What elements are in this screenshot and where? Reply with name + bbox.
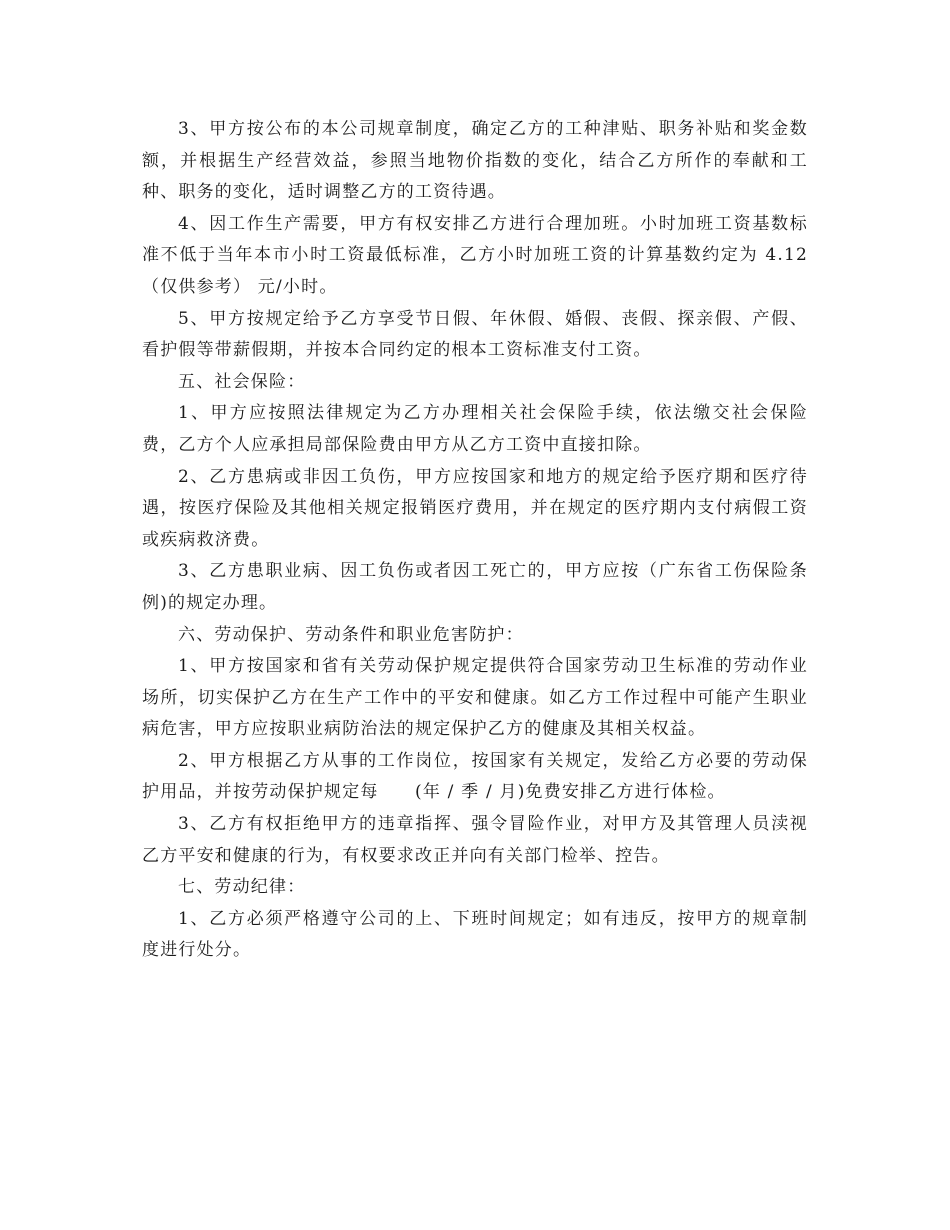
clause-6-3-right-to-refuse: 3、乙方有权拒绝甲方的违章指挥、强令冒险作业，对甲方及其管理人员渎视乙方平安和健康的行为，有权要求改正并向有关部门检举、控告。 — [142, 814, 808, 866]
clause-5-2-medical-treatment: 2、乙方患病或非因工负伤，甲方应按国家和地方的规定给予医疗期和医疗待遇，按医疗保险及其他相关规定报销医疗费用，并在规定的医疗期内支付病假工资或疾病救济费。 — [142, 466, 808, 550]
clause-6-2-protective-equipment: 2、甲方根据乙方从事的工作岗位，按国家有关规定，发给乙方必要的劳动保护用品，并按劳动保护规定每 (年 / 季 / 月)免费安排乙方进行体检。 — [142, 750, 808, 803]
clause-5-3-occupational-injury: 3、乙方患职业病、因工负伤或者因工死亡的，甲方应按（广东省工伤保险条例)的规定办理。 — [142, 561, 808, 613]
section-heading-labor-protection: 六、劳动保护、劳动条件和职业危害防护： — [178, 624, 524, 645]
clause-6-1-work-environment: 1、甲方按国家和省有关劳动保护规定提供符合国家劳动卫生标准的劳动作业场所，切实保护乙方在生产工作中的平安和健康。如乙方工作过程中可能产生职业病危害，甲方应按职业病防治法的规定保护乙方的健康及其相关权益。 — [142, 656, 808, 740]
section-heading-labor-discipline: 七、劳动纪律： — [178, 877, 306, 898]
section-heading-social-insurance: 五、社会保险： — [178, 371, 306, 392]
clause-5-1-insurance-procedures: 1、甲方应按照法律规定为乙方办理相关社会保险手续，依法缴交社会保险费，乙方个人应承担局部保险费由甲方从乙方工资中直接扣除。 — [142, 403, 808, 455]
clause-4-5-paid-leave: 5、甲方按规定给予乙方享受节日假、年休假、婚假、丧假、探亲假、产假、看护假等带薪假期，并按本合同约定的根本工资标准支付工资。 — [142, 308, 808, 361]
clause-4-3-wage-adjustment: 3、甲方按公布的本公司规章制度，确定乙方的工种津贴、职务补贴和奖金数额，并根据生产经营效益，参照当地物价指数的变化，结合乙方所作的奉献和工种、职务的变化，适时调整乙方的工资待遇。 — [142, 119, 808, 203]
clause-7-1-working-hours: 1、乙方必须严格遵守公司的上、下班时间规定；如有违反，按甲方的规章制度进行处分。 — [142, 908, 808, 961]
clause-4-4-overtime: 4、因工作生产需要，甲方有权安排乙方进行合理加班。小时加班工资基数标准不低于当年本市小时工资最低标准，乙方小时加班工资的计算基数约定为 4.12 （仅供参考） 元/小时。 — [142, 213, 808, 297]
document-body — [142, 114, 808, 967]
